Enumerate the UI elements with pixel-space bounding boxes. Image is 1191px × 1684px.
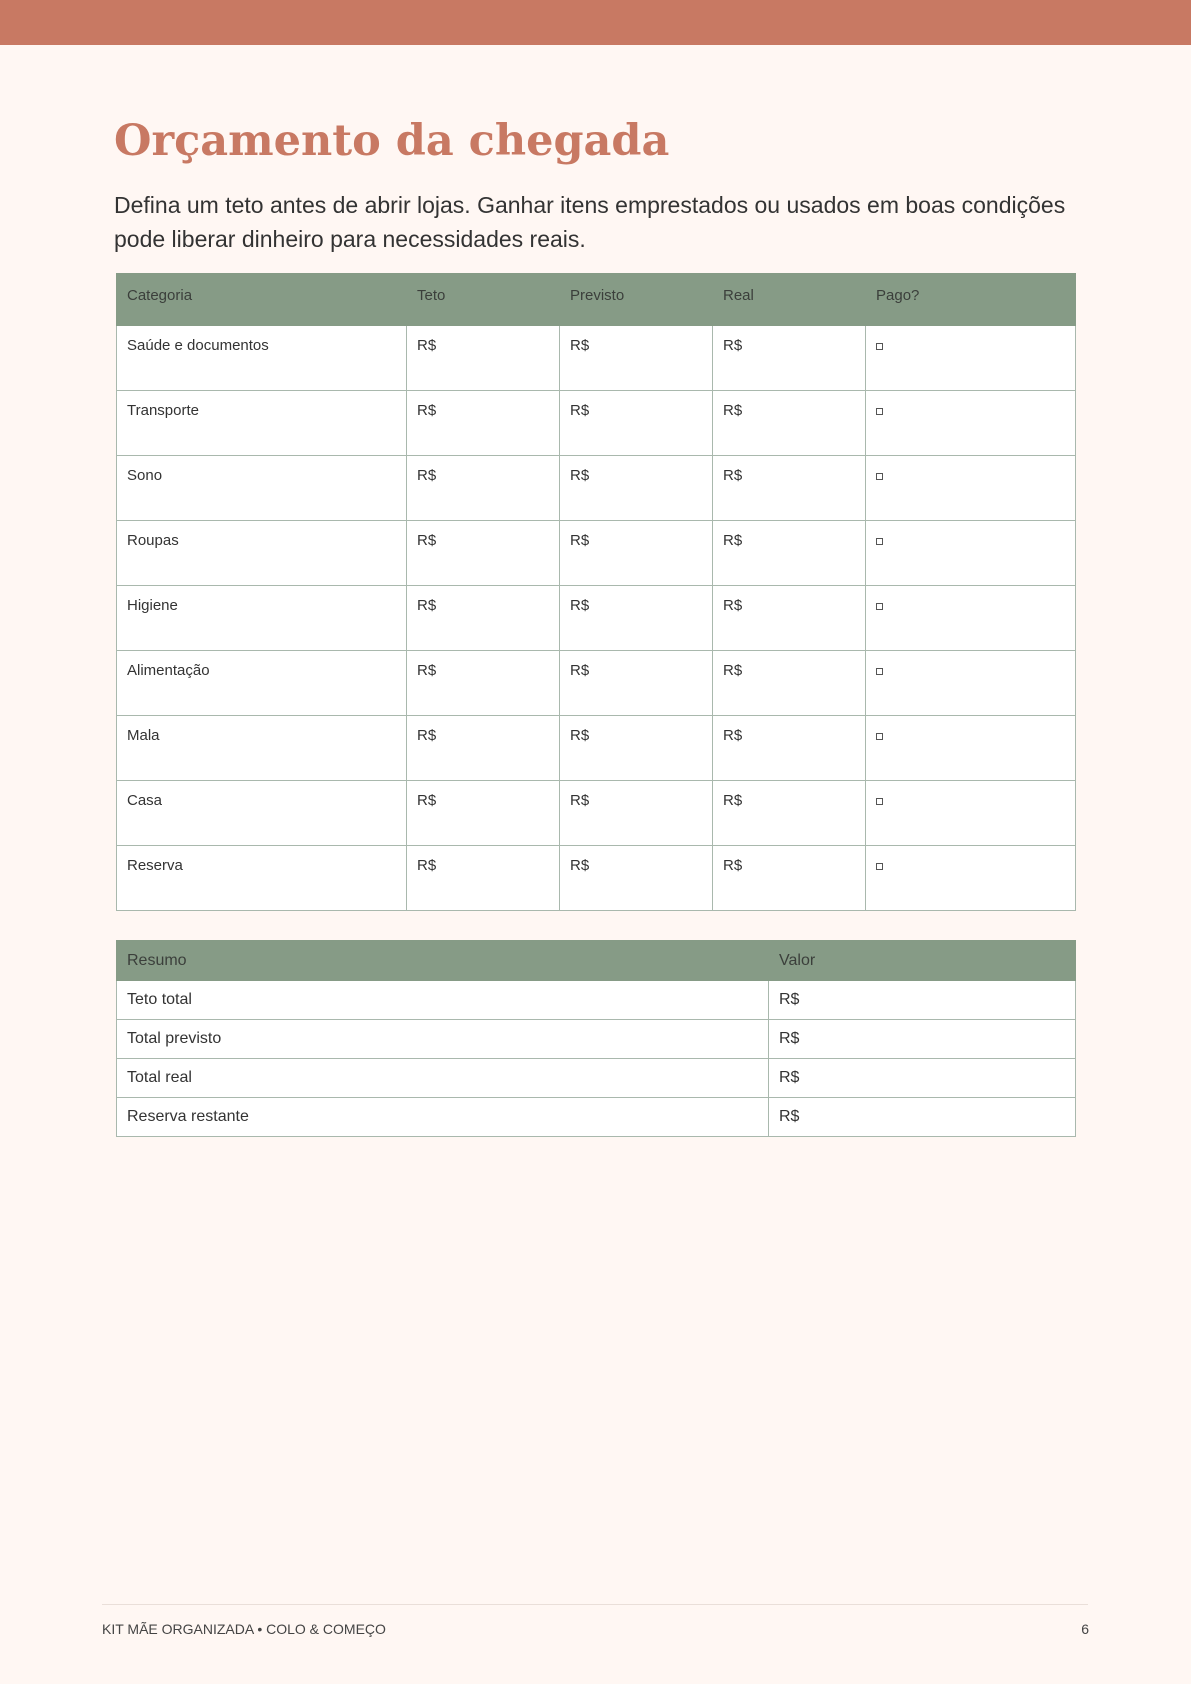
cell-pago [866,521,1076,586]
cell-real[interactable]: R$ [713,586,866,651]
footer-brand: KIT MÃE ORGANIZADA • COLO & COMEÇO [102,1621,386,1637]
cell-pago [866,586,1076,651]
footer-divider [102,1604,1088,1605]
cell-pago [866,651,1076,716]
cell-real[interactable]: R$ [713,716,866,781]
cell-categoria: Alimentação [117,651,407,716]
table-row [117,651,1076,716]
cell-previsto[interactable]: R$ [560,586,713,651]
header-resumo: Resumo [117,941,769,981]
header-previsto: Previsto [560,274,713,326]
cell-teto[interactable]: R$ [407,521,560,586]
cell-teto[interactable]: R$ [407,391,560,456]
table-row [117,846,1076,911]
cell-real[interactable]: R$ [713,846,866,911]
cell-categoria: Saúde e documentos [117,326,407,391]
cell-categoria: Casa [117,781,407,846]
intro-paragraph: Defina um teto antes de abrir lojas. Ganhar itens emprestados ou usados em boas condições pode liberar dinheiro para necessidades reais. [114,192,1066,252]
table-row [117,456,1076,521]
paid-checkbox[interactable] [876,538,883,545]
table-row [117,716,1076,781]
table-row [117,391,1076,456]
summary-value[interactable]: R$ [769,1059,1076,1098]
header-real: Real [713,274,866,326]
cell-previsto[interactable]: R$ [560,651,713,716]
paid-checkbox[interactable] [876,603,883,610]
header-valor: Valor [769,941,1076,981]
cell-categoria: Reserva [117,846,407,911]
cell-real[interactable]: R$ [713,521,866,586]
cell-previsto[interactable]: R$ [560,716,713,781]
cell-previsto[interactable]: R$ [560,326,713,391]
cell-teto[interactable]: R$ [407,586,560,651]
cell-categoria: Mala [117,716,407,781]
summary-label: Teto total [117,981,769,1020]
table-row [117,521,1076,586]
cell-categoria: Higiene [117,586,407,651]
cell-categoria: Roupas [117,521,407,586]
summary-header-row [117,941,1076,981]
cell-pago [866,716,1076,781]
table-row [117,326,1076,391]
paid-checkbox[interactable] [876,473,883,480]
cell-real[interactable]: R$ [713,456,866,521]
cell-pago [866,391,1076,456]
header-categoria: Categoria [117,274,407,326]
paid-checkbox[interactable] [876,408,883,415]
cell-previsto[interactable]: R$ [560,456,713,521]
budget-header-row [117,274,1076,326]
paid-checkbox[interactable] [876,733,883,740]
cell-real[interactable]: R$ [713,326,866,391]
cell-teto[interactable]: R$ [407,456,560,521]
summary-value[interactable]: R$ [769,1098,1076,1137]
summary-value[interactable]: R$ [769,1020,1076,1059]
summary-value[interactable]: R$ [769,981,1076,1020]
cell-teto[interactable]: R$ [407,326,560,391]
paid-checkbox[interactable] [876,798,883,805]
cell-real[interactable]: R$ [713,391,866,456]
cell-pago [866,326,1076,391]
budget-table [116,273,1076,911]
cell-previsto[interactable]: R$ [560,846,713,911]
cell-teto[interactable]: R$ [407,716,560,781]
summary-label: Reserva restante [117,1098,769,1137]
table-row [117,586,1076,651]
header-pago: Pago? [866,274,1076,326]
page-number: 6 [1081,1621,1089,1637]
cell-real[interactable]: R$ [713,651,866,716]
top-color-band [0,0,1191,45]
summary-label: Total real [117,1059,769,1098]
table-row [117,1020,1076,1059]
cell-pago [866,456,1076,521]
cell-teto[interactable]: R$ [407,651,560,716]
table-row [117,1059,1076,1098]
table-row [117,1098,1076,1137]
table-row [117,981,1076,1020]
cell-categoria: Sono [117,456,407,521]
cell-real[interactable]: R$ [713,781,866,846]
paid-checkbox[interactable] [876,668,883,675]
paid-checkbox[interactable] [876,343,883,350]
cell-previsto[interactable]: R$ [560,521,713,586]
page-title: Orçamento da chegada [114,116,670,166]
paid-checkbox[interactable] [876,863,883,870]
header-teto: Teto [407,274,560,326]
cell-previsto[interactable]: R$ [560,781,713,846]
summary-table [116,940,1076,1137]
cell-previsto[interactable]: R$ [560,391,713,456]
cell-teto[interactable]: R$ [407,781,560,846]
table-row [117,781,1076,846]
cell-teto[interactable]: R$ [407,846,560,911]
summary-label: Total previsto [117,1020,769,1059]
cell-pago [866,846,1076,911]
cell-categoria: Transporte [117,391,407,456]
cell-pago [866,781,1076,846]
